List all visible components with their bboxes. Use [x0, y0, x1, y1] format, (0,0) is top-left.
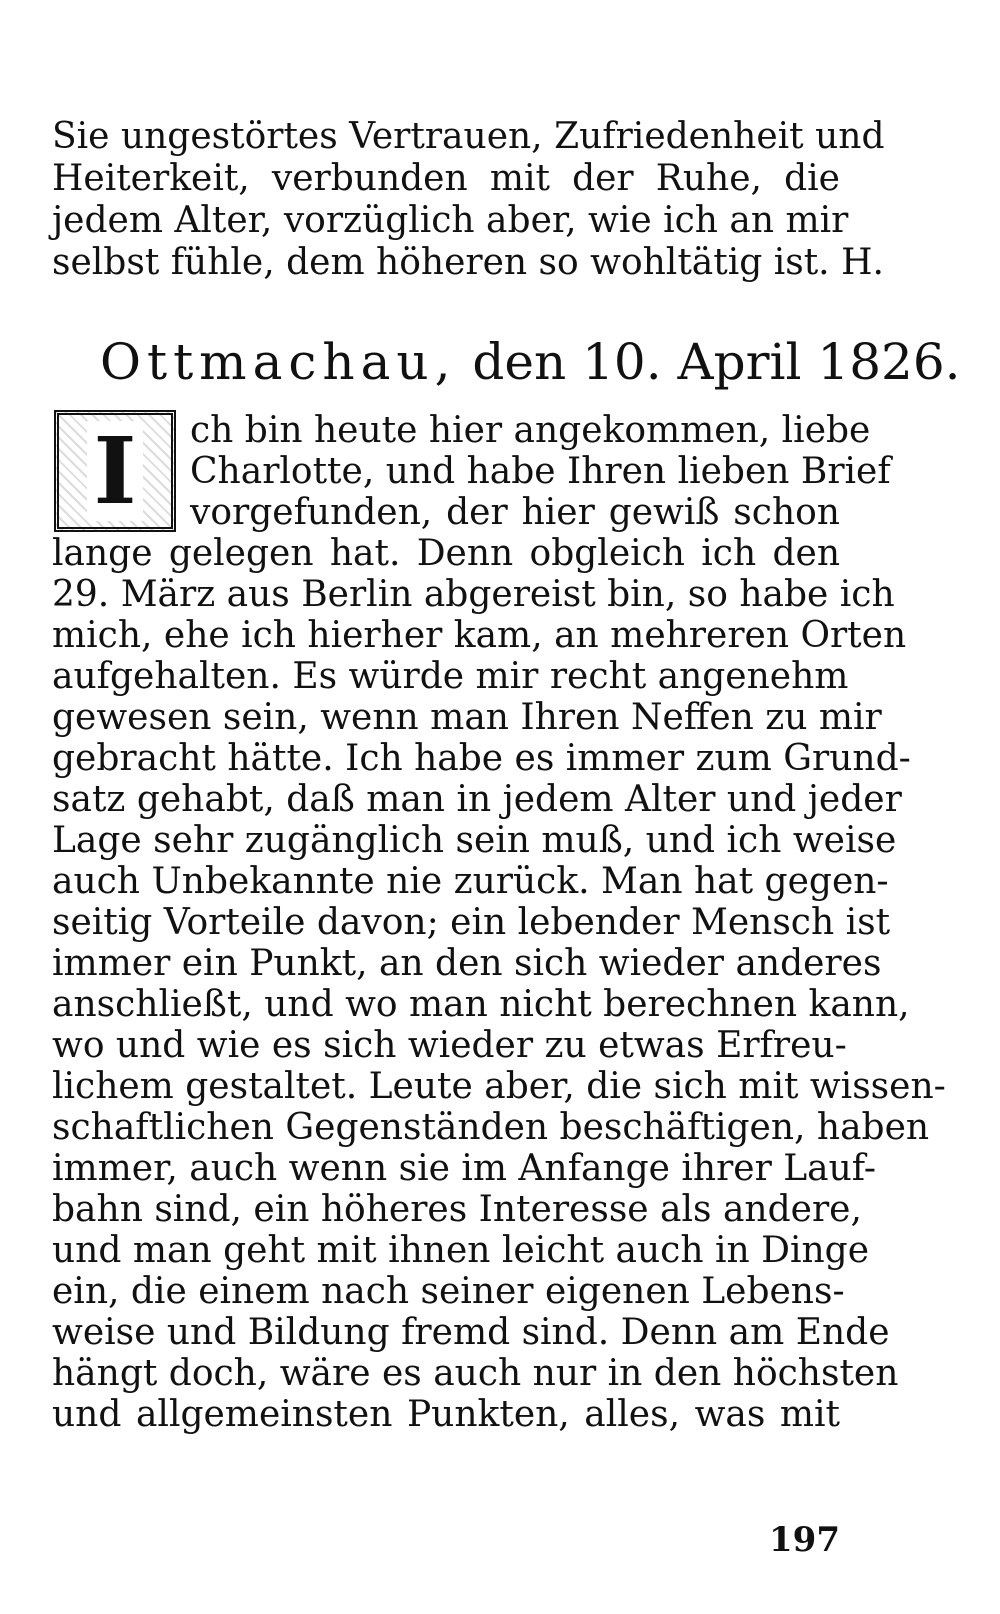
initial-letter: I	[87, 421, 142, 521]
text-line: immer ein Punkt, an den sich wieder anderes	[52, 943, 882, 984]
text-line: gewesen sein, wenn man Ihren Neffen zu mir	[52, 697, 882, 738]
text-line: lichem gestaltet. Leute aber, die sich mit wissen-	[52, 1066, 946, 1107]
text-line: bahn sind, ein höheres Interesse als andere,	[52, 1189, 862, 1230]
letter-heading	[100, 332, 961, 392]
page-number: 197	[769, 1520, 840, 1560]
heading-place: Ottmachau,	[100, 333, 457, 391]
text-line: ein, die einem nach seiner eigenen Lebens-	[52, 1271, 845, 1312]
text-line: auch Unbekannte nie zurück. Man hat gegen-	[52, 861, 889, 902]
text-line: gebracht hätte. Ich habe es immer zum Grund-	[52, 738, 911, 779]
text-line: satz gehabt, daß man in jedem Alter und jeder	[52, 779, 902, 820]
text-line: 29. März aus Berlin abgereist bin, so habe ich	[52, 574, 895, 615]
text-line: selbst fühle, dem höheren so wohltätig ist. H.	[52, 242, 884, 283]
text-line: weise und Bildung fremd sind. Denn am Ende	[52, 1312, 890, 1353]
text-line: schaftlichen Gegenständen beschäftigen, haben	[52, 1107, 930, 1148]
heading-date: den 10. April 1826.	[472, 333, 961, 391]
text-line: immer, auch wenn sie im Anfange ihrer Lauf-	[52, 1148, 877, 1189]
text-line: Heiterkeit, verbunden mit der Ruhe, die	[52, 158, 840, 199]
decorated-initial	[54, 410, 176, 532]
text-line: vorgefunden, der hier gewiß schon	[190, 492, 840, 533]
text-line: anschließt, und wo man nicht berechnen kann,	[52, 984, 910, 1025]
text-line: aufgehalten. Es würde mir recht angenehm	[52, 656, 849, 697]
text-line: Sie ungestörtes Vertrauen, Zufriedenheit und	[52, 116, 885, 157]
text-line: Lage sehr zugänglich sein muß, und ich weise	[52, 820, 897, 861]
text-line: und man geht mit ihnen leicht auch in Dinge	[52, 1230, 869, 1271]
text-line: jedem Alter, vorzüglich aber, wie ich an mir	[52, 200, 849, 241]
text-line: wo und wie es sich wieder zu etwas Erfreu-	[52, 1025, 847, 1066]
text-line: lange gelegen hat. Denn obgleich ich den	[52, 533, 840, 574]
text-line: mich, ehe ich hierher kam, an mehreren Orten	[52, 615, 907, 656]
text-line: Charlotte, und habe Ihren lieben Brief	[190, 451, 891, 492]
text-line: ch bin heute hier angekommen, liebe	[190, 410, 871, 451]
text-line: seitig Vorteile davon; ein lebender Mensch ist	[52, 902, 891, 943]
text-line: und allgemeinsten Punkten, alles, was mit	[52, 1394, 840, 1435]
text-line: hängt doch, wäre es auch nur in den höchsten	[52, 1353, 899, 1394]
